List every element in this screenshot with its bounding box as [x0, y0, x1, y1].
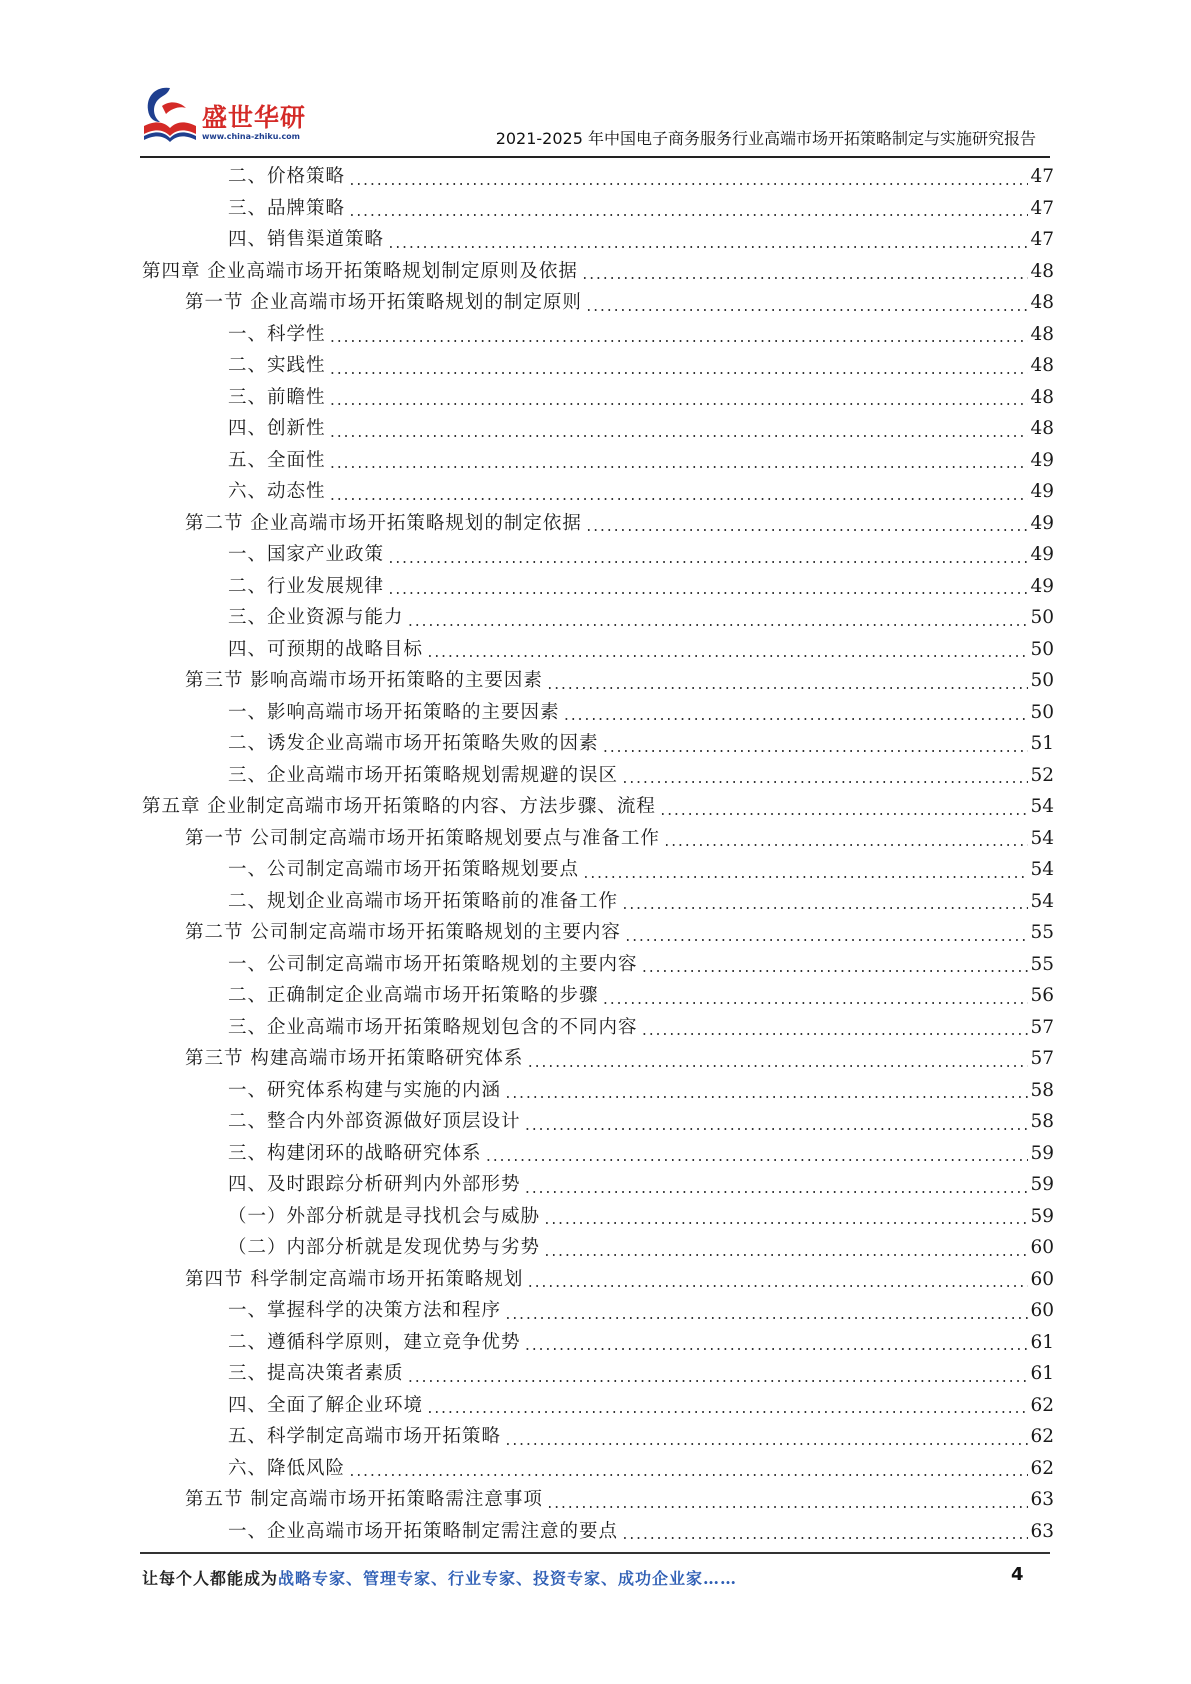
toc-entry[interactable]: [142, 1169, 1054, 1201]
toc-entry[interactable]: [142, 382, 1054, 414]
toc-entry-label: 四、全面了解企业环境: [228, 1394, 424, 1416]
toc-dot-leader: [526, 1273, 1028, 1295]
toc-entry[interactable]: [142, 161, 1054, 193]
toc-entry[interactable]: [142, 224, 1054, 256]
toc-entry-page: 48: [1030, 418, 1054, 439]
toc-entry[interactable]: [142, 728, 1054, 760]
toc-dot-leader: [504, 1305, 1028, 1327]
toc-entry-label: 二、正确制定企业高端市场开拓策略的步骤: [228, 985, 599, 1006]
toc-entry-label: 三、企业高端市场开拓策略规划需规避的误区: [228, 764, 619, 786]
toc-dot-leader: [621, 895, 1028, 917]
toc-entry-page: 58: [1030, 1079, 1054, 1101]
toc-entry-label: 一、研究体系构建与实施的内涵: [228, 1079, 502, 1101]
toc-entry[interactable]: [142, 854, 1054, 886]
toc-entry-label: 三、企业高端市场开拓策略规划包含的不同内容: [228, 1016, 638, 1038]
toc-entry[interactable]: [142, 508, 1054, 540]
footer-slogan-prefix: 让每个人都能成为: [142, 1569, 279, 1588]
toc-entry-page: 59: [1030, 1174, 1054, 1195]
toc-dot-leader: [641, 958, 1029, 980]
toc-entry-page: 60: [1030, 1268, 1054, 1290]
company-logo: [140, 82, 310, 148]
toc-entry-label: （一）外部分析就是寻找机会与威胁: [228, 1205, 541, 1227]
toc-entry-page: 54: [1030, 827, 1054, 849]
toc-dot-leader: [602, 990, 1029, 1012]
toc-dot-leader: [621, 1525, 1028, 1547]
toc-entry[interactable]: [142, 1138, 1054, 1170]
toc-dot-leader: [524, 1116, 1029, 1138]
toc-dot-leader: [582, 864, 1028, 886]
toc-dot-leader: [329, 360, 1029, 382]
toc-entry-page: 59: [1030, 1142, 1054, 1164]
toc-dot-leader: [581, 265, 1029, 287]
toc-dot-leader: [387, 234, 1028, 256]
toc-entry-label: 六、动态性: [228, 481, 326, 502]
toc-entry-label: 第一节 企业高端市场开拓策略规划的制定原则: [185, 292, 582, 313]
logo-url: www.china-zhiku.com: [202, 132, 301, 141]
toc-dot-leader: [585, 517, 1029, 539]
toc-dot-leader: [663, 832, 1029, 854]
toc-entry-page: 62: [1030, 1457, 1054, 1479]
toc-dot-leader: [329, 328, 1029, 350]
toc-entry[interactable]: [142, 1516, 1054, 1548]
toc-entry-page: 48: [1030, 386, 1054, 408]
toc-dot-leader: [524, 1336, 1029, 1358]
toc-entry-label: 二、诱发企业高端市场开拓策略失败的因素: [228, 733, 599, 754]
toc-entry-page: 47: [1030, 229, 1054, 250]
toc-entry[interactable]: [142, 1358, 1054, 1390]
toc-entry[interactable]: [142, 1043, 1054, 1075]
toc-entry-label: 四、销售渠道策略: [228, 229, 385, 250]
toc-dot-leader: [543, 1242, 1028, 1264]
toc-dot-leader: [426, 1399, 1028, 1421]
toc-dot-leader: [348, 202, 1028, 224]
toc-entry-label: 三、提高决策者素质: [228, 1363, 404, 1384]
toc-entry-label: 第四节 科学制定高端市场开拓策略规划: [185, 1268, 524, 1290]
toc-entry-label: 三、前瞻性: [228, 386, 326, 408]
toc-entry-label: 五、科学制定高端市场开拓策略: [228, 1426, 502, 1447]
toc-dot-leader: [329, 423, 1029, 445]
toc-entry-label: 二、整合内外部资源做好顶层设计: [228, 1111, 521, 1132]
toc-dot-leader: [641, 1021, 1029, 1043]
toc-entry-page: 61: [1030, 1363, 1054, 1384]
toc-entry-label: 第三节 构建高端市场开拓策略研究体系: [185, 1048, 524, 1069]
toc-entry-label: 三、构建闭环的战略研究体系: [228, 1142, 482, 1164]
toc-entry-page: 50: [1030, 638, 1054, 660]
toc-dot-leader: [621, 769, 1028, 791]
toc-entry-page: 59: [1030, 1205, 1054, 1227]
toc-dot-leader: [329, 454, 1029, 476]
toc-entry-page: 55: [1030, 922, 1054, 943]
toc-entry-label: 一、影响高端市场开拓策略的主要因素: [228, 701, 560, 723]
toc-entry[interactable]: [142, 823, 1054, 855]
toc-entry-page: 49: [1030, 481, 1054, 502]
toc-dot-leader: [504, 1084, 1028, 1106]
toc-entry-page: 60: [1030, 1237, 1054, 1258]
toc-entry-label: 四、创新性: [228, 418, 326, 439]
toc-entry[interactable]: [142, 1232, 1054, 1264]
toc-dot-leader: [329, 486, 1029, 508]
toc-entry[interactable]: [142, 350, 1054, 382]
toc-entry-label: （二）内部分析就是发现优势与劣势: [228, 1237, 541, 1258]
toc-entry[interactable]: [142, 1295, 1054, 1327]
toc-dot-leader: [504, 1431, 1028, 1453]
toc-entry-page: 62: [1030, 1394, 1054, 1416]
toc-entry-page: 50: [1030, 670, 1054, 691]
toc-entry-page: 60: [1030, 1300, 1054, 1321]
toc-entry-label: 四、可预期的战略目标: [228, 638, 424, 660]
toc-entry-page: 47: [1030, 197, 1054, 219]
toc-dot-leader: [348, 1462, 1028, 1484]
toc-entry[interactable]: [142, 287, 1054, 319]
toc-entry-page: 48: [1030, 260, 1054, 282]
footer-divider: [140, 1552, 1050, 1554]
toc-entry[interactable]: [142, 760, 1054, 792]
toc-entry[interactable]: [142, 1327, 1054, 1359]
toc-dot-leader: [329, 391, 1029, 413]
toc-entry-page: 48: [1030, 292, 1054, 313]
toc-entry-page: 51: [1030, 733, 1054, 754]
toc-entry-label: 四、及时跟踪分析研判内外部形势: [228, 1174, 521, 1195]
toc-entry-page: 54: [1030, 796, 1054, 817]
toc-entry[interactable]: [142, 1075, 1054, 1107]
toc-entry[interactable]: [142, 1421, 1054, 1453]
toc-entry-label: 六、降低风险: [228, 1457, 346, 1479]
toc-entry-page: 49: [1030, 575, 1054, 597]
toc-dot-leader: [485, 1147, 1029, 1169]
page-number: 4: [1011, 1564, 1024, 1585]
toc-entry-label: 一、公司制定高端市场开拓策略规划的主要内容: [228, 953, 638, 975]
toc-dot-leader: [585, 297, 1029, 319]
toc-entry-label: 三、企业资源与能力: [228, 607, 404, 628]
toc-entry-page: 54: [1030, 890, 1054, 912]
toc-entry-page: 57: [1030, 1016, 1054, 1038]
toc-dot-leader: [624, 927, 1029, 949]
toc-entry-page: 49: [1030, 512, 1054, 534]
toc-entry-page: 63: [1030, 1520, 1054, 1542]
toc-entry-label: 一、企业高端市场开拓策略制定需注意的要点: [228, 1520, 619, 1542]
toc-dot-leader: [563, 706, 1029, 728]
toc-entry[interactable]: [142, 602, 1054, 634]
toc-entry-label: 二、实践性: [228, 355, 326, 376]
toc-entry[interactable]: [142, 917, 1054, 949]
toc-entry[interactable]: [142, 1012, 1054, 1044]
header-divider: [140, 156, 1050, 158]
toc-entry-page: 48: [1030, 323, 1054, 345]
toc-entry-label: 第五节 制定高端市场开拓策略需注意事项: [185, 1489, 543, 1510]
toc-entry[interactable]: [142, 539, 1054, 571]
toc-entry-label: 二、价格策略: [228, 166, 346, 187]
toc-entry[interactable]: [142, 665, 1054, 697]
toc-dot-leader: [524, 1179, 1029, 1201]
toc-dot-leader: [407, 612, 1029, 634]
toc-entry[interactable]: [142, 1390, 1054, 1422]
logo-book-icon: [140, 82, 200, 148]
toc-entry[interactable]: [142, 1484, 1054, 1516]
toc-entry[interactable]: [142, 571, 1054, 603]
toc-dot-leader: [407, 1368, 1029, 1390]
toc-entry-label: 一、公司制定高端市场开拓策略规划要点: [228, 859, 580, 880]
toc-entry-page: 63: [1030, 1489, 1054, 1510]
toc-entry[interactable]: [142, 319, 1054, 351]
toc-entry-label: 三、品牌策略: [228, 197, 346, 219]
toc-entry-page: 58: [1030, 1111, 1054, 1132]
toc-entry[interactable]: [142, 1453, 1054, 1485]
toc-entry[interactable]: [142, 1264, 1054, 1296]
toc-entry-label: 五、全面性: [228, 449, 326, 471]
toc-entry-label: 第四章 企业高端市场开拓策略规划制定原则及依据: [142, 260, 578, 282]
toc-entry-page: 50: [1030, 607, 1054, 628]
toc-entry-label: 二、行业发展规律: [228, 575, 385, 597]
logo-name: 盛世华研: [202, 103, 307, 132]
toc-entry-label: 一、科学性: [228, 323, 326, 345]
toc-dot-leader: [387, 549, 1028, 571]
toc-entry-label: 二、遵循科学原则，建立竞争优势: [228, 1331, 521, 1353]
table-of-contents: [142, 161, 1054, 1547]
toc-dot-leader: [546, 1494, 1029, 1516]
toc-dot-leader: [387, 580, 1028, 602]
toc-entry[interactable]: [142, 445, 1054, 477]
toc-entry[interactable]: [142, 949, 1054, 981]
toc-entry[interactable]: [142, 1106, 1054, 1138]
toc-entry-page: 49: [1030, 449, 1054, 471]
toc-entry-label: 一、国家产业政策: [228, 544, 385, 565]
toc-entry[interactable]: [142, 791, 1054, 823]
toc-entry-label: 第一节 公司制定高端市场开拓策略规划要点与准备工作: [185, 827, 660, 849]
toc-entry[interactable]: [142, 193, 1054, 225]
toc-entry-page: 47: [1030, 166, 1054, 187]
toc-entry-label: 二、规划企业高端市场开拓策略前的准备工作: [228, 890, 619, 912]
toc-entry[interactable]: [142, 634, 1054, 666]
footer-slogan-highlight: 战略专家、管理专家、行业专家、投资专家、成功企业家……: [278, 1569, 738, 1588]
toc-entry-page: 50: [1030, 701, 1054, 723]
toc-dot-leader: [526, 1053, 1028, 1075]
toc-dot-leader: [546, 675, 1029, 697]
toc-dot-leader: [659, 801, 1029, 823]
toc-entry[interactable]: [142, 980, 1054, 1012]
toc-entry-page: 56: [1030, 985, 1054, 1006]
toc-entry-page: 55: [1030, 953, 1054, 975]
toc-entry-label: 第五章 企业制定高端市场开拓策略的内容、方法步骤、流程: [142, 796, 656, 817]
toc-entry-page: 48: [1030, 355, 1054, 376]
toc-entry[interactable]: [142, 697, 1054, 729]
toc-entry-label: 第二节 企业高端市场开拓策略规划的制定依据: [185, 512, 582, 534]
toc-entry-page: 57: [1030, 1048, 1054, 1069]
page-header: [0, 0, 1191, 160]
toc-entry[interactable]: [142, 256, 1054, 288]
toc-dot-leader: [426, 643, 1028, 665]
footer-slogan: [142, 1566, 737, 1589]
toc-entry-label: 第二节 公司制定高端市场开拓策略规划的主要内容: [185, 922, 621, 943]
toc-entry[interactable]: [142, 1201, 1054, 1233]
report-title: 2021-2025 年中国电子商务服务行业高端市场开拓策略制定与实施研究报告: [495, 129, 1036, 148]
toc-entry-page: 61: [1030, 1331, 1054, 1353]
toc-entry[interactable]: [142, 886, 1054, 918]
toc-entry-page: 52: [1030, 764, 1054, 786]
toc-dot-leader: [348, 171, 1028, 193]
toc-dot-leader: [543, 1210, 1028, 1232]
toc-entry-label: 第三节 影响高端市场开拓策略的主要因素: [185, 670, 543, 691]
toc-dot-leader: [602, 738, 1029, 760]
toc-entry[interactable]: [142, 413, 1054, 445]
toc-entry-page: 49: [1030, 544, 1054, 565]
toc-entry-page: 62: [1030, 1426, 1054, 1447]
toc-entry[interactable]: [142, 476, 1054, 508]
toc-entry-page: 54: [1030, 859, 1054, 880]
toc-entry-label: 一、掌握科学的决策方法和程序: [228, 1300, 502, 1321]
